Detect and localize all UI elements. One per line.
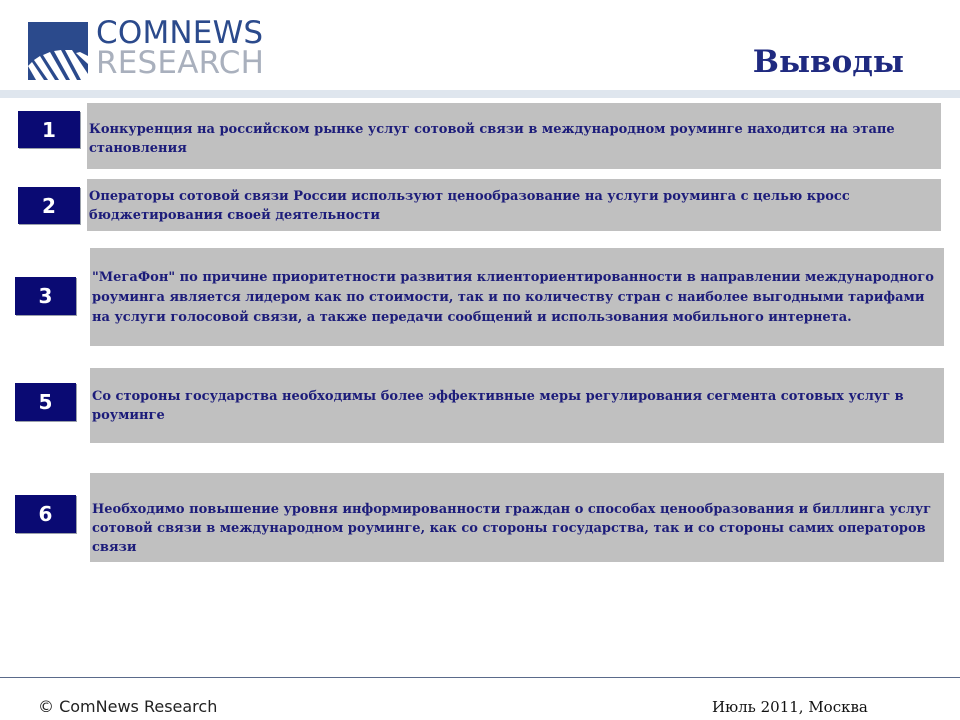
logo-line-research: RESEARCH (96, 45, 265, 81)
conclusion-text-1: Конкуренция на российском рынке услуг сотовой связи в международном роуминге находится на этапе становления (89, 122, 895, 156)
conclusion-box-3 (90, 248, 944, 346)
header-divider (0, 90, 960, 98)
item-number-3: 3 (15, 277, 76, 315)
conclusion-box-1 (87, 103, 941, 169)
conclusion-text-6: Необходимо повышение уровня информированности граждан о способах ценообразования и биллинга услуг сотовой связи в международном роуминге, как со стороны государства, так и со стороны самих операторов связи (92, 502, 932, 555)
slide-title: Выводы (752, 44, 904, 80)
conclusion-box-2 (87, 179, 941, 231)
footer-date-place: Июль 2011, Москва (712, 698, 868, 716)
logo-sunburst-icon (28, 22, 88, 80)
item-number-6: 6 (15, 495, 76, 533)
conclusion-text-3: "МегаФон" по причине приоритетности развития клиенториентированности в направлении международного роуминга является лидером как по стоимости, так и по количеству стран с наиболее выгодными тарифами на услуги голосовой связи, а также передачи сообщений и использования мобильного интернета. (92, 270, 934, 325)
footer-copyright: © ComNews Research (38, 697, 218, 716)
conclusion-text-5: Со стороны государства необходимы более эффективные меры регулирования сегмента сотовых услуг в роуминге (92, 389, 904, 423)
conclusion-box-5 (90, 368, 944, 443)
conclusion-box-6 (90, 473, 944, 562)
item-number-2: 2 (18, 187, 80, 224)
logo-wordmark (96, 15, 265, 81)
footer-divider (0, 677, 960, 678)
comnews-research-logo (28, 15, 288, 82)
conclusion-text-2: Операторы сотовой связи России используют ценообразование на услуги роуминга с целью кросс бюджетирования своей деятельности (89, 189, 850, 223)
logo-line-comnews: COMNEWS (96, 15, 264, 51)
item-number-1: 1 (18, 111, 80, 148)
item-number-5: 5 (15, 383, 76, 421)
